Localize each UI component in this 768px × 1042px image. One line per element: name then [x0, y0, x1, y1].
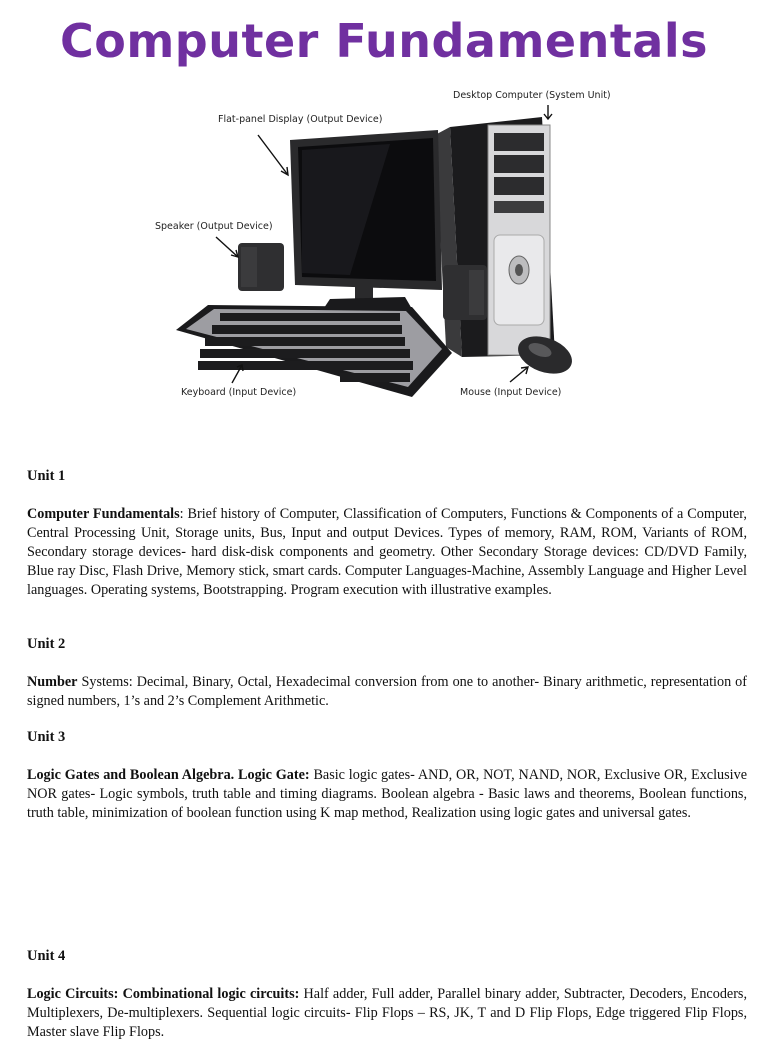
speaker-right-image — [443, 265, 487, 320]
unit-3-body — [27, 766, 747, 823]
unit-2-text: Systems: Decimal, Binary, Octal, Hexadecimal conversion from one to another- Binary arithmetic, representation of signed numbers, 1’s and 2’s Complement Arithmetic. — [27, 674, 747, 709]
unit-2-heading: Unit 2 — [27, 636, 66, 652]
unit-4-text: Half adder, Full adder, Parallel binary adder, Subtracter, Decoders, Encoders, Multiplexers, De-multiplexers. Sequential logic circuits- Flip Flops – RS, JK, T and D Flip Flops, Edge triggered Flip Flops, Master slave Flip Flops. — [27, 986, 748, 1040]
keyboard-label: Keyboard (Input Device) — [181, 387, 297, 398]
keyboard-image — [176, 305, 452, 397]
unit-4-lead: Logic Circuits: Combinational logic circuits: — [27, 986, 300, 1002]
page-title: Computer Fundamentals — [59, 14, 708, 68]
monitor-image — [290, 130, 442, 311]
mouse-label: Mouse (Input Device) — [460, 387, 562, 398]
unit-2-lead: Number — [27, 674, 78, 690]
unit-3-lead: Logic Gates and Boolean Algebra. Logic Gate: — [27, 767, 310, 783]
speaker-left-image — [238, 243, 284, 291]
unit-1-heading: Unit 1 — [27, 468, 66, 484]
unit-1-text: : Brief history of Computer, Classification of Computers, Functions & Components of a Computer, Central Processing Unit, Storage units, Bus, Input and output Devices. Types of memory, RAM, ROM, Variants of ROM, Secondary storage devices- hard disk-disk components and geometry. Other Secondary Storage devices: CD/DVD Family, Blue ray Disc, Flash Drive, Memory stick, smart cards. Computer Languages-Machine, Assembly Language and Higher Level languages. Operating systems, Bootstrapping. Program execution with illustrative examples. — [27, 506, 747, 598]
unit-3-heading: Unit 3 — [27, 729, 66, 745]
unit-1-body — [27, 505, 747, 600]
unit-4-heading: Unit 4 — [27, 948, 66, 964]
system-unit-image — [435, 117, 555, 357]
unit-3-text: Basic logic gates- AND, OR, NOT, NAND, NOR, Exclusive OR, Exclusive NOR gates- Logic symbols, truth table and timing diagrams. Boolean algebra - Basic laws and theorems, Boolean functions, truth table, minimization of boolean function using K map method, Realization using logic gates and universal gates. — [27, 767, 747, 821]
speaker-label: Speaker (Output Device) — [155, 221, 273, 232]
flat-panel-display-label: Flat-panel Display (Output Device) — [218, 114, 383, 125]
computer-illustration — [150, 85, 620, 405]
unit-4-body — [27, 985, 747, 1042]
desktop-computer-label: Desktop Computer (System Unit) — [453, 90, 611, 101]
computer-diagram — [150, 85, 620, 405]
unit-1-lead: Computer Fundamentals — [27, 506, 180, 522]
unit-2-body — [27, 673, 747, 711]
